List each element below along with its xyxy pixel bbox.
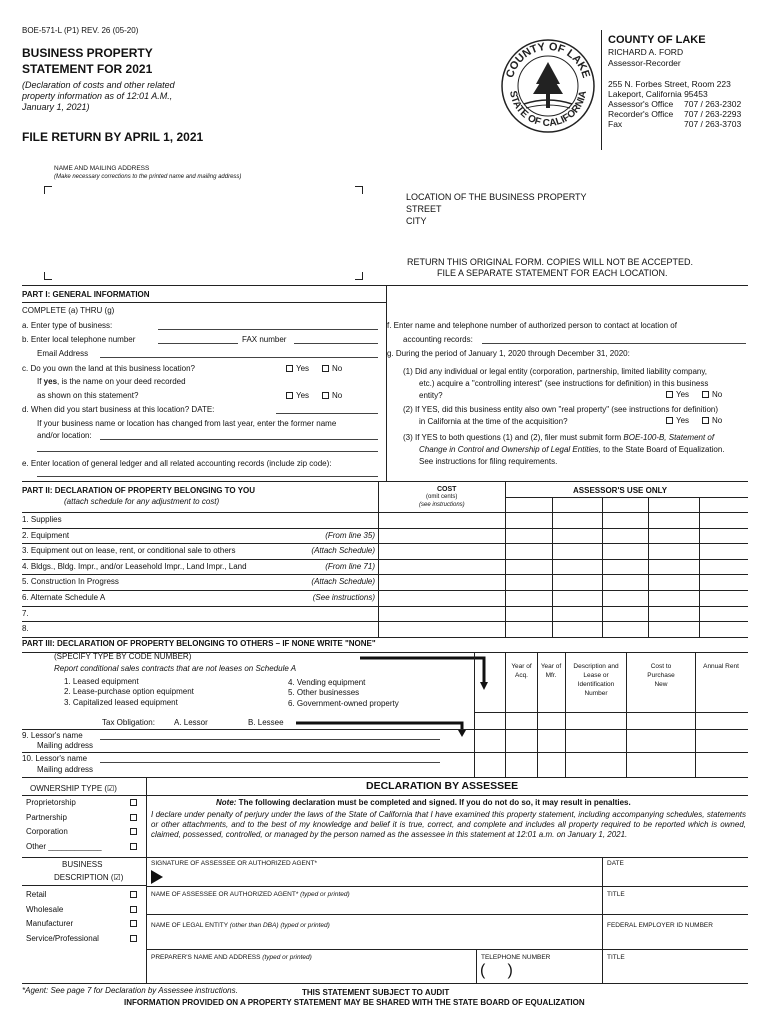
controlling-interest-yes[interactable]: Yes xyxy=(666,390,689,399)
sign-here-arrow-icon xyxy=(151,870,163,884)
row10-lessor-input[interactable] xyxy=(100,762,440,763)
phone-assessor-value: 707 / 263-2302 xyxy=(684,99,742,109)
business-desc-heading1: BUSINESS xyxy=(62,860,103,869)
signature-label: SIGNATURE OF ASSESSEE OR AUTHORIZED AGENT* xyxy=(151,860,318,867)
street-label: STREET xyxy=(406,204,442,214)
preparer-title-field[interactable] xyxy=(607,964,745,980)
real-property-q2: in California at the time of the acquisition? xyxy=(419,417,568,426)
phone-input[interactable] xyxy=(158,343,238,344)
location-label: LOCATION OF THE BUSINESS PROPERTY xyxy=(406,192,587,202)
former-location-input[interactable] xyxy=(100,439,378,440)
row10-lessor-name: 10. Lessor's name xyxy=(22,754,88,763)
accounting-records-label: accounting records: xyxy=(403,335,473,344)
col-year-acq: Year of Acq. xyxy=(511,663,532,679)
fax-label: Fax xyxy=(608,119,623,129)
business-desc-heading2: DESCRIPTION (☑) xyxy=(54,873,124,882)
ownership-type-label: Corporation xyxy=(26,827,68,836)
phone-label: b. Enter local telephone number xyxy=(22,335,136,344)
type-capitalized: 3. Capitalized leased equipment xyxy=(64,698,178,707)
return-notice-1: RETURN THIS ORIGINAL FORM. COPIES WILL NOT BE ACCEPTED. xyxy=(407,257,694,267)
part3-spec: (SPECIFY TYPE BY CODE NUMBER) xyxy=(54,652,192,661)
ledger-location-label: e. Enter location of general ledger and all related accounting records (include zip code): xyxy=(22,459,332,468)
name-address-label: NAME AND MAILING ADDRESS xyxy=(54,165,150,172)
name-address-field[interactable] xyxy=(52,190,355,276)
part2-cost-input[interactable] xyxy=(379,622,504,636)
own-land-no[interactable]: No xyxy=(322,364,342,373)
lessor-option[interactable]: A. Lessor xyxy=(174,718,208,727)
legal-entity-label: NAME OF LEGAL ENTITY (other than DBA) (typed or printed) xyxy=(151,922,330,929)
business-desc-label: Wholesale xyxy=(26,904,64,914)
phone-recorder-value: 707 / 263-2293 xyxy=(684,109,742,119)
part1-heading: PART I: GENERAL INFORMATION xyxy=(22,290,150,299)
real-property-q1: (2) If YES, did this business entity also own "real property" (see instructions for definition) xyxy=(403,405,719,414)
fax-value: 707 / 263-3703 xyxy=(684,119,742,129)
part2-cost-input[interactable] xyxy=(379,560,504,574)
part2-row-label: 3. Equipment out on lease, rent, or conditional sale to others xyxy=(22,546,236,556)
former-location-input-2[interactable] xyxy=(37,451,378,452)
business-desc-checkbox[interactable] xyxy=(130,891,137,898)
agent-footnote: *Agent: See page 7 for Declaration by Assessee instructions. xyxy=(22,986,238,995)
part2-cost-input[interactable] xyxy=(379,607,504,621)
ownership-type-checkbox[interactable] xyxy=(130,814,137,821)
boe-filing-note-2: Change in Control and Ownership of Legal Entities, to the State Board of Equalization. xyxy=(419,445,725,454)
telephone-field[interactable]: ( ) xyxy=(480,962,513,979)
former-location-label: and/or location: xyxy=(37,431,92,440)
part2-cost-input[interactable] xyxy=(379,513,504,527)
declaration-note: Note: The following declaration must be completed and signed. If you do not do so, it may result in penalties. xyxy=(216,798,631,807)
date-field[interactable] xyxy=(607,868,745,884)
code-arrow-icon xyxy=(360,652,490,692)
fax-number-label: FAX number xyxy=(242,335,287,344)
seal-bottom-text: STATE OF CALIFORNIA xyxy=(507,89,589,130)
part2-heading: PART II: DECLARATION OF PROPERTY BELONGING TO YOU xyxy=(22,486,256,495)
col-year-mfr: Year of Mfr. xyxy=(540,663,562,679)
assessor-name: RICHARD A. FORD xyxy=(608,47,684,57)
row9-mailing-address: Mailing address xyxy=(37,741,94,750)
controlling-interest-q2: etc.) acquire a "controlling interest" (see instructions for definition) in this business xyxy=(419,379,709,388)
real-property-no[interactable]: No xyxy=(702,416,722,425)
part2-cost-input[interactable] xyxy=(379,575,504,589)
own-land-yes[interactable]: Yes xyxy=(286,364,309,373)
boe-filing-note-1: (3) If YES to both questions (1) and (2), filer must submit form BOE-100-B, Statement of xyxy=(403,433,715,442)
fax-number-input[interactable] xyxy=(294,343,378,344)
seal-top-text: COUNTY OF LAKE xyxy=(504,40,592,80)
county-name: COUNTY OF LAKE xyxy=(608,34,706,46)
col-description: Description and Lease or Identification Number xyxy=(573,663,619,697)
row10-mailing-address: Mailing address xyxy=(37,765,94,774)
deed-question-2: as shown on this statement? xyxy=(37,391,139,400)
audit-notice: THIS STATEMENT SUBJECT TO AUDIT xyxy=(302,988,450,997)
part3-heading: PART III: DECLARATION OF PROPERTY BELONGING TO OTHERS – IF NONE WRITE "NONE" xyxy=(22,639,376,648)
part2-row-label: 6. Alternate Schedule A xyxy=(22,593,106,602)
ownership-type-label: Partnership xyxy=(26,812,67,822)
part2-row-label: 8. xyxy=(22,624,29,634)
ownership-type-label: Other ____________ xyxy=(26,841,102,851)
part2-cost-input[interactable] xyxy=(379,591,504,605)
business-type-label: a. Enter type of business: xyxy=(22,321,113,330)
tax-obligation-label: Tax Obligation: xyxy=(102,718,155,727)
declaration-text: I declare under penalty of perjury under the laws of the State of California that I have examined this property statement, including accompanying schedules, statements or other attachments, and to the best of my knowledge and belief it is true, correct, and complete and includes all property required to be reported which is owned, claimed, possessed, controlled, or managed by the person named as the assessee in this statement at 12:01 a.m. on January 1, 2021. xyxy=(151,810,746,839)
ownership-type-checkbox[interactable] xyxy=(130,843,137,850)
part2-row-label: 5. Construction In Progress xyxy=(22,577,119,587)
signature-field[interactable] xyxy=(166,868,596,884)
cost-sub1: (omit cents) xyxy=(426,494,458,500)
part2-row-label: 7. xyxy=(22,608,29,618)
controlling-interest-q1: (1) Did any individual or legal entity (corporation, partnership, limited liability company, xyxy=(403,367,707,376)
form-title-line2: STATEMENT FOR 2021 xyxy=(22,62,153,76)
ledger-location-input[interactable] xyxy=(37,476,378,477)
county-address1: 255 N. Forbes Street, Room 223 xyxy=(608,79,731,89)
form-title-line1: BUSINESS PROPERTY xyxy=(22,46,153,60)
title-label: TITLE xyxy=(607,891,625,898)
county-seal xyxy=(500,38,596,134)
type-leased: 1. Leased equipment xyxy=(64,677,139,686)
assessee-name-field[interactable] xyxy=(151,900,597,912)
part2-row-note: (See instructions) xyxy=(312,593,375,602)
real-property-yes[interactable]: Yes xyxy=(666,416,689,425)
business-desc-label: Retail xyxy=(26,890,47,899)
ownership-type-checkbox[interactable] xyxy=(130,799,137,806)
col-annual-rent: Annual Rent xyxy=(703,663,739,670)
date-label: DATE xyxy=(607,860,624,867)
fein-label: FEDERAL EMPLOYER ID NUMBER xyxy=(607,922,713,929)
email-label: Email Address xyxy=(37,349,89,358)
phone-assessor-label: Assessor's Office xyxy=(608,99,674,109)
part2-row-label: 4. Bldgs., Bldg. Impr., and/or Leasehold Impr., Land Impr., Land xyxy=(22,561,247,571)
type-other-business: 5. Other businesses xyxy=(288,688,360,697)
part2-row-label: 2. Equipment xyxy=(22,530,70,540)
contact-person-label: f. Enter name and telephone number of authorized person to contact at location of xyxy=(387,321,677,330)
former-name-label: If your business name or location has changed from last year, enter the former name xyxy=(37,419,337,428)
tree-icon xyxy=(524,62,572,108)
deed-no[interactable]: No xyxy=(322,391,342,400)
assessee-name-label: NAME OF ASSESSEE OR AUTHORIZED AGENT* (typed or printed) xyxy=(151,891,350,898)
business-desc-checkbox[interactable] xyxy=(130,935,137,942)
form-code: BOE-571-L (P1) REV. 26 (05-20) xyxy=(22,26,139,35)
part2-cost-input[interactable] xyxy=(379,544,504,558)
declaration-heading: DECLARATION BY ASSESSEE xyxy=(366,780,519,792)
preparer-label: PREPARER'S NAME AND ADDRESS (typed or printed) xyxy=(151,954,312,961)
part2-row-label: 1. Supplies xyxy=(22,515,62,524)
part2-row-note: (From line 35) xyxy=(325,530,375,540)
controlling-interest-no[interactable]: No xyxy=(702,390,722,399)
part2-row-note: (Attach Schedule) xyxy=(311,577,375,587)
title-field[interactable] xyxy=(607,900,745,912)
return-notice-2: FILE A SEPARATE STATEMENT FOR EACH LOCATION. xyxy=(437,268,668,278)
start-date-input[interactable] xyxy=(276,413,378,414)
name-address-note: (Make necessary corrections to the printed name and mailing address) xyxy=(54,174,242,180)
preparer-title-label: TITLE xyxy=(607,954,625,961)
file-return-deadline: FILE RETURN BY APRIL 1, 2021 xyxy=(22,130,204,144)
type-government: 6. Government-owned property xyxy=(288,699,399,708)
business-desc-label: Service/Professional xyxy=(26,933,99,943)
ownership-type-checkbox[interactable] xyxy=(130,828,137,835)
col-cost-new: Cost to Purchase New xyxy=(647,663,675,688)
county-address2: Lakeport, California 95453 xyxy=(608,89,708,99)
part2-cost-input[interactable] xyxy=(379,529,504,543)
cost-header: COST xyxy=(437,486,457,493)
part3-report: Report conditional sales contracts that are not leases on Schedule A xyxy=(54,664,297,673)
lessee-option[interactable]: B. Lessee xyxy=(248,718,284,727)
controlling-interest-q3: entity? xyxy=(419,391,443,400)
deed-yes[interactable]: Yes xyxy=(286,391,309,400)
boe-filing-note-3: See instructions for filing requirements. xyxy=(419,457,558,466)
deed-question: If yes, is the name on your deed recorded xyxy=(37,377,186,386)
business-desc-checkbox[interactable] xyxy=(130,906,137,913)
part2-row-note: (From line 71) xyxy=(325,561,375,571)
assessor-use-header: ASSESSOR'S USE ONLY xyxy=(573,486,668,495)
part2-sub: (attach schedule for any adjustment to cost) xyxy=(64,497,220,506)
type-vending: 4. Vending equipment xyxy=(288,678,366,687)
phone-recorder-label: Recorder's Office xyxy=(608,109,674,119)
period-label: g. During the period of January 1, 2020 through December 31, 2020: xyxy=(387,349,630,358)
telephone-label: TELEPHONE NUMBER xyxy=(481,954,551,961)
cost-sub2: (see instructions) xyxy=(419,502,465,508)
row9-lessor-name: 9. Lessor's name xyxy=(22,731,83,740)
form-subtitle: (Declaration of costs and other related property information as of 12:01 A.M., January 1, 2021) xyxy=(22,80,175,112)
business-type-input[interactable] xyxy=(158,329,378,330)
contact-person-input[interactable] xyxy=(482,343,746,344)
city-label: CITY xyxy=(406,216,427,226)
fein-field[interactable] xyxy=(607,931,745,943)
own-land-question: c. Do you own the land at this business location? xyxy=(22,364,195,373)
email-input[interactable] xyxy=(100,357,378,358)
preparer-field[interactable] xyxy=(151,964,471,980)
shared-info-notice: INFORMATION PROVIDED ON A PROPERTY STATEMENT MAY BE SHARED WITH THE STATE BOARD OF EQUALIZATION xyxy=(124,998,585,1007)
business-desc-label: Manufacturer xyxy=(26,919,74,928)
part1-complete: COMPLETE (a) THRU (g) xyxy=(22,306,115,315)
ownership-type-label: Proprietorship xyxy=(26,798,76,807)
start-date-label: d. When did you start business at this location? DATE: xyxy=(22,405,215,414)
part2-row-note: (Attach Schedule) xyxy=(311,546,375,556)
business-desc-checkbox[interactable] xyxy=(130,920,137,927)
assessor-title: Assessor-Recorder xyxy=(608,58,681,68)
type-lease-purchase: 2. Lease-purchase option equipment xyxy=(64,687,194,696)
ownership-heading: OWNERSHIP TYPE (☑) xyxy=(30,784,117,793)
tax-obligation-arrow-icon xyxy=(296,717,468,739)
row9-lessor-input[interactable] xyxy=(100,739,440,740)
legal-entity-field[interactable] xyxy=(151,931,597,943)
